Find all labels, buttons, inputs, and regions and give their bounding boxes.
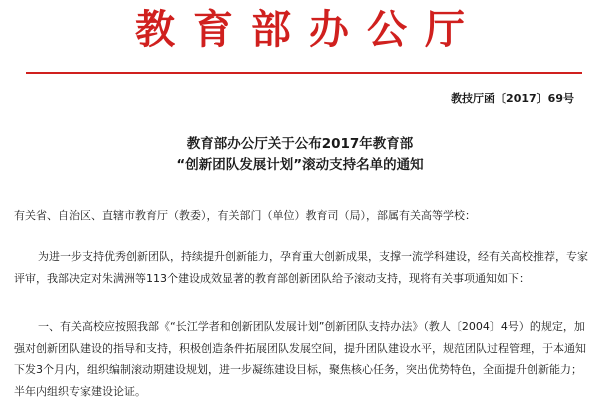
paragraph-item-1-body: 加强对创新团队建设的指导和支持，积极创造条件拓展团队发展空间，提升团队建设水平，规范团队过程管理，于本通知下发3个月内，组织编制滚动期建设规划，进一步凝练建设目标，聚焦核心任务，突出优势特色，全面提升创新能力；半年内组织专家建设论证。: [14, 320, 586, 398]
document-number: 教技厅函〔2017〕69号: [451, 92, 574, 105]
paragraph-item-1-opening: 一、有关高校应按照我部《“长江学者和创新团队发展计划”创新团队支持办法》（教人〔2004〕4号）的规定，: [38, 320, 574, 333]
letterhead-title: 教育部办公厅: [135, 6, 483, 53]
document-title-line-1: 教育部办公厅关于公布2017年教育部: [186, 136, 414, 152]
document-title: [0, 134, 600, 176]
salutation: 有关省、自治区、直辖市教育厅（教委），有关部门（单位）教育司（局），部属有关高等学校：: [14, 209, 476, 222]
letterhead-red-rule: [26, 72, 582, 74]
document-title-line-2: “创新团队发展计划”滚动支持名单的通知: [176, 157, 424, 173]
paragraph-intro: 为进一步支持优秀创新团队，持续提升创新能力，孕育重大创新成果，支撑一流学科建设，经有关高校推荐，专家评审，我部决定对朱满洲等113个建设成效显著的教育部创新团队给予滚动支持，现将有关事项通知如下：: [14, 250, 588, 285]
paragraph-item-1: [14, 316, 588, 402]
